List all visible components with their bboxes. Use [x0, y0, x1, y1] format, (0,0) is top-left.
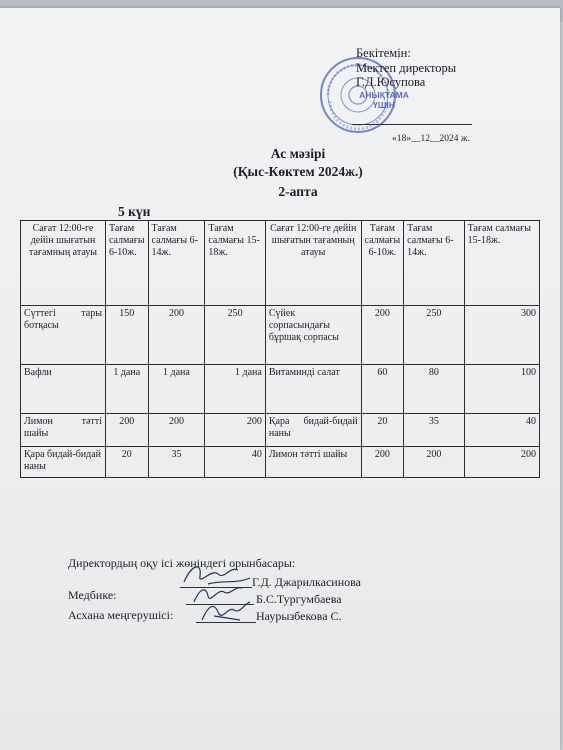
weight-cell: 250 [205, 306, 266, 365]
table-row [21, 365, 540, 414]
header-dish-morning: Сағат 12:00-ге дейін шығатын тағамның атауы [21, 221, 106, 306]
day-label: 5 күн [118, 204, 151, 219]
approval-title: Бекітемін: [356, 46, 411, 60]
table-row [21, 414, 540, 447]
weight-cell: 300 [464, 306, 539, 365]
nurse-name: Б.С.Тургумбаева [256, 592, 342, 606]
nurse-label: Медбике: [68, 588, 117, 602]
dish-cell: Қара бидай-бидай наны [265, 414, 361, 447]
table-row [21, 447, 540, 478]
header-weight-15-18: Тағам салмағы 15-18ж. [205, 221, 266, 306]
dish-cell: Витаминді салат [265, 365, 361, 414]
weight-cell: 35 [148, 447, 205, 478]
approval-name: Г.Д.Юсупова [356, 75, 426, 90]
weight-cell: 40 [464, 414, 539, 447]
weight-cell: 200 [404, 447, 465, 478]
approval-position: Мектеп директоры [356, 60, 457, 75]
header-dish-second: Сағат 12:00-ге дейін шығатын тағамның атауы [265, 221, 361, 306]
weight-cell: 1 дана [205, 365, 266, 414]
dish-cell: Сүттегі тары ботқасы [21, 306, 106, 365]
weight-cell: 1 дана [105, 365, 148, 414]
weight-cell: 200 [148, 306, 205, 365]
menu-sheet [0, 8, 560, 750]
dish-cell: Қара бидай-бидай наны [21, 447, 106, 478]
header-weight-6-10: Тағам салмағы 6-10ж. [105, 221, 148, 306]
weight-cell: 80 [404, 365, 465, 414]
approval-date: «18»__12__2024 ж. [392, 134, 470, 144]
weight-cell: 200 [148, 414, 205, 447]
weight-cell: 200 [464, 447, 539, 478]
weight-cell: 200 [361, 306, 404, 365]
deputy-label: Директордың оқу ісі жөніндегі орынбасары: [68, 556, 296, 570]
weight-cell: 250 [404, 306, 465, 365]
dish-cell: Лимон тәтті шайы [265, 447, 361, 478]
weight-cell: 40 [205, 447, 266, 478]
header-weight-6-10-second: Тағам салмағы 6-10ж. [361, 221, 404, 306]
deputy-name: Г.Д. Джарилкасинова [252, 575, 361, 589]
weight-cell: 20 [361, 414, 404, 447]
weight-cell: 200 [361, 447, 404, 478]
canteen-signature [196, 598, 256, 626]
header-weight-6-14: Тағам салмағы 6-14ж. [148, 221, 205, 306]
weight-cell: 200 [205, 414, 266, 447]
header-weight-15-18-second: Тағам салмағы 15-18ж. [464, 221, 539, 306]
menu-week: 2-апта [278, 184, 318, 199]
weight-cell: 35 [404, 414, 465, 447]
header-weight-6-14-second: Тағам салмағы 6-14ж. [404, 221, 465, 306]
weight-cell: 1 дана [148, 365, 205, 414]
weight-cell: 150 [105, 306, 148, 365]
stamp-text: АНЫҚТАМА ҮШІН [359, 90, 409, 110]
menu-title: Ас мәзірі [270, 146, 326, 161]
table-row [21, 306, 540, 365]
menu-table [20, 220, 540, 478]
dish-cell: Лимон тәтті шайы [21, 414, 106, 447]
dish-cell: Сүйек сорпасындағы бұршақ сорпасы [265, 306, 361, 365]
dish-cell: Вафли [21, 365, 106, 414]
approval-block [356, 46, 456, 90]
weight-cell: 60 [361, 365, 404, 414]
menu-season: (Қыс-Көктем 2024ж.) [233, 164, 363, 179]
weight-cell: 200 [105, 414, 148, 447]
weight-cell: 100 [464, 365, 539, 414]
table-header-row [21, 221, 540, 306]
weight-cell: 20 [105, 447, 148, 478]
approval-underline [352, 124, 472, 125]
canteen-name: Наурызбекова С. [256, 609, 342, 623]
canteen-label: Асхана меңгерушісі: [68, 608, 174, 622]
